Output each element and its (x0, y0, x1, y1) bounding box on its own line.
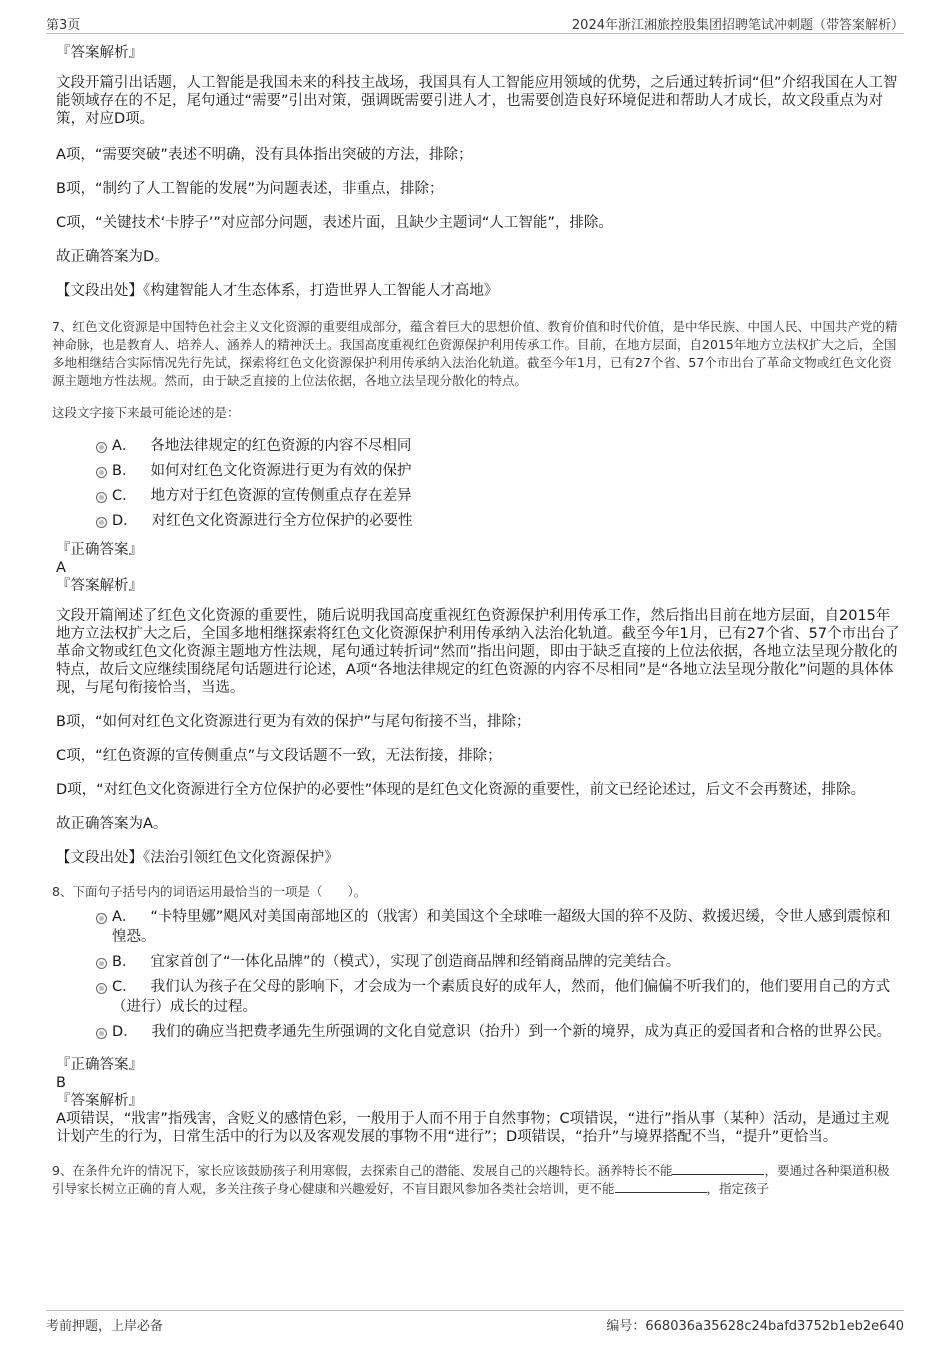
option-a[interactable]: A． “卡特里娜”飓风对美国南部地区的（戕害）和美国这个全球唯一超级大国的猝不及防、救援迟缓，令世人感到震惊和惶恐。 (96, 907, 900, 947)
analysis-option-d: D项，“对红色文化资源进行全方位保护的必要性”体现的是红色文化资源的重要性，前文已经论述过，后文不会再赘述，排除。 (56, 782, 866, 798)
analysis-paragraph: 文段开篇引出话题，人工智能是我国未来的科技主战场，我国具有人工智能应用领域的优势，之后通过转折词“但”介绍我国在人工智能领域存在的不足，尾句通过“需要”引出对策，强调既需要引进人才，也需要创造良好环境促进和帮助人才成长，故文段重点为对策，对应D项。 (56, 75, 898, 127)
correct-answer-label: 『正确答案』 (56, 542, 143, 558)
radio-icon[interactable] (96, 467, 107, 478)
option-d[interactable]: D． 对红色文化资源进行全方位保护的必要性 (96, 511, 900, 531)
correct-answer: B (56, 1075, 66, 1091)
page-content (52, 38, 900, 1198)
question-9-stem: 9、在条件允许的情况下，家长应该鼓励孩子利用寒假，去探索自己的潜能、发展自己的兴趣特长。涵养特长不能 ，要通过各种渠道积极引导家长树立正确的育人观，多关注孩子身心健康和兴趣爱好，不盲目跟风参加各类社会培训，更不能 ，指定孩子 (52, 1163, 890, 1196)
correct-answer-label: 『正确答案』 (56, 1057, 143, 1073)
question-8-options (96, 907, 900, 1042)
footer-slogan: 考前押题，上岸必备 (46, 1319, 164, 1334)
answer-conclusion: 故正确答案为D。 (56, 249, 169, 265)
option-c[interactable]: C． 地方对于红色资源的宣传侧重点存在差异 (96, 486, 900, 506)
answer-conclusion: 故正确答案为A。 (56, 816, 168, 832)
source-citation: 【文段出处】《构建智能人才生态体系，打造世界人工智能人才高地》 (56, 283, 499, 299)
question-7-prompt: 这段文字接下来最可能论述的是： (52, 405, 240, 420)
analysis-paragraph: A项错误，“戕害”指残害，含贬义的感情色彩，一般用于人而不用于自然事物；C项错误，“进行”指从事（某种）活动，是通过主观计划产生的行为，日常生活中的行为以及客观发展的事物不用“进行”；D项错误，“抬升”与境界搭配不当，“提升”更恰当。 (56, 1111, 890, 1145)
analysis-option-c: C项，“关键技术‘卡脖子’”对应部分问题，表述片面，且缺少主题词“人工智能”，排除。 (56, 215, 613, 231)
fill-blank[interactable] (672, 1163, 764, 1175)
page-footer (46, 1310, 904, 1334)
fill-blank[interactable] (615, 1181, 707, 1193)
analysis-label: 『答案解析』 (56, 578, 143, 594)
radio-icon[interactable] (96, 442, 107, 453)
analysis-label: 『答案解析』 (56, 1093, 143, 1109)
question-7-options (96, 436, 900, 531)
radio-icon[interactable] (96, 1028, 107, 1039)
question-8-stem: 8、下面句子括号内的词语运用最恰当的一项是（ ）。 (52, 884, 367, 899)
page-header (46, 12, 904, 34)
analysis-paragraph: 文段开篇阐述了红色文化资源的重要性，随后说明我国高度重视红色资源保护利用传承工作，然后指出目前在地方层面，自2015年地方立法权扩大之后，全国多地相继探索将红色文化资源保护利用传承纳入法治化轨道。截至今年1月，已有27个省、57个市出台了革命文物或红色文化资源主题地方性法规，尾句通过转折词“然而”指出问题，即由于缺乏直接的上位法依据，各地立法呈现分散化的特点，故后文应继续围绕尾句话题进行论述，A项“各地法律规定的红色资源的内容不尽相同”是“各地立法呈现分散化”问题的具体体现，与尾句衔接恰当，当选。 (56, 608, 900, 696)
radio-icon[interactable] (96, 492, 107, 503)
option-d[interactable]: D． 我们的确应当把费孝通先生所强调的文化自觉意识（抬升）到一个新的境界，成为真正的爱国者和合格的世界公民。 (96, 1022, 900, 1042)
question-7-stem: 7、红色文化资源是中国特色社会主义文化资源的重要组成部分，蕴含着巨大的思想价值、教育价值和时代价值，是中华民族、中国人民、中国共产党的精神命脉，也是教育人、培养人、涵养人的精神沃土。我国高度重视红色资源保护利用传承工作。目前，在地方层面，自2015年地方立法权扩大之后，全国多地相继结合实际情况先行先试，探索将红色文化资源保护利用传承纳入法治化轨道。截至今年1月，已有27个省、57个市出台了革命文物或红色文化资源主题地方性法规。然而，由于缺乏直接的上位法依据，各地立法呈现分散化的特点。 (52, 319, 898, 388)
analysis-label: 『答案解析』 (56, 45, 143, 61)
option-b[interactable]: B． 如何对红色文化资源进行更为有效的保护 (96, 461, 900, 481)
radio-icon[interactable] (96, 517, 107, 528)
radio-icon[interactable] (96, 913, 107, 924)
option-a[interactable]: A． 各地法律规定的红色资源的内容不尽相同 (96, 436, 900, 456)
radio-icon[interactable] (96, 983, 107, 994)
document-title: 2024年浙江湘旅控股集团招聘笔试冲刺题（带答案解析） (571, 18, 904, 33)
analysis-option-b: B项，“制约了人工智能的发展”为问题表述，非重点，排除； (56, 181, 444, 197)
analysis-option-a: A项，“需要突破”表述不明确，没有具体指出突破的方法，排除； (56, 147, 473, 163)
correct-answer: A (56, 560, 66, 576)
radio-icon[interactable] (96, 958, 107, 969)
document-code: 编号：668036a35628c24bafd3752b1eb2e640 (606, 1319, 904, 1334)
option-c[interactable]: C． 我们认为孩子在父母的影响下，才会成为一个素质良好的成年人，然而，他们偏偏不听我们的，他们要用自己的方式（进行）成长的过程。 (96, 977, 900, 1017)
option-b[interactable]: B． 宜家首创了“一体化品牌”的（模式），实现了创造商品牌和经销商品牌的完美结合。 (96, 952, 900, 972)
analysis-option-c: C项，“红色资源的宣传侧重点”与文段话题不一致，无法衔接，排除； (56, 748, 502, 764)
page-number: 第3页 (46, 18, 81, 33)
source-citation: 【文段出处】《法治引领红色文化资源保护》 (56, 850, 339, 866)
analysis-option-b: B项，“如何对红色文化资源进行更为有效的保护”与尾句衔接不当，排除； (56, 714, 531, 730)
